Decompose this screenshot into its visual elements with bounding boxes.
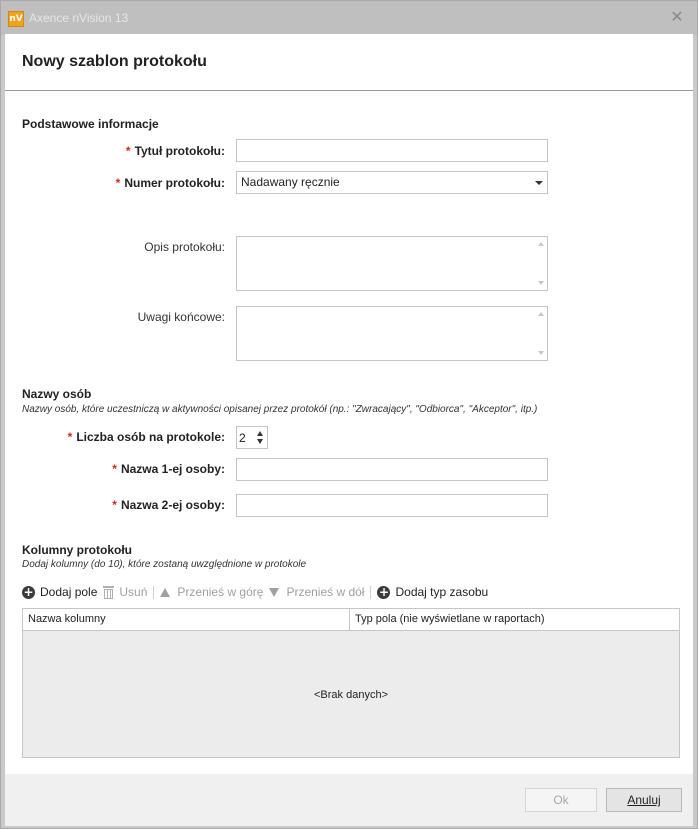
- arrow-up-icon: [160, 588, 170, 597]
- remarks-scrollbar[interactable]: [534, 307, 547, 360]
- protocol-title-label-text: Tytuł protokołu:: [134, 144, 225, 158]
- decrement-arrow-icon[interactable]: [257, 439, 263, 444]
- trash-icon: [103, 586, 114, 599]
- person-count-stepper[interactable]: [236, 426, 268, 449]
- toolbar-divider: [153, 586, 154, 599]
- protocol-number-label: [5, 176, 225, 190]
- protocol-number-select[interactable]: [236, 171, 548, 194]
- add-field-button[interactable]: [22, 585, 97, 599]
- increment-arrow-icon[interactable]: [257, 431, 263, 436]
- section-title-basic-info: Podstawowe informacje: [22, 117, 159, 131]
- close-icon[interactable]: ✕: [670, 7, 684, 26]
- column-header-field-type[interactable]: Typ pola (nie wyświetlane w raportach): [355, 613, 545, 625]
- person2-name-label: [5, 498, 225, 512]
- scroll-up-arrow-icon[interactable]: [538, 312, 544, 316]
- protocol-description-textarea[interactable]: [236, 236, 548, 291]
- add-resource-type-button[interactable]: [377, 585, 488, 599]
- protocol-description-label: Opis protokołu:: [144, 240, 225, 254]
- move-up-label: Przenieś w górę: [177, 585, 264, 599]
- ok-button[interactable]: Ok: [525, 788, 597, 812]
- columns-toolbar: [22, 582, 494, 602]
- protocol-number-label-text: Numer protokołu:: [124, 176, 225, 190]
- dialog-footer: [5, 774, 693, 826]
- person-count-label: [5, 430, 225, 444]
- move-down-label: Przenieś w dół: [286, 585, 365, 599]
- scroll-up-arrow-icon[interactable]: [538, 242, 544, 246]
- required-mark: *: [112, 498, 117, 512]
- protocol-title-input[interactable]: [236, 139, 548, 162]
- remove-label: Usuń: [119, 585, 148, 599]
- required-mark: *: [115, 176, 121, 190]
- section-title-person-names: Nazwy osób: [22, 387, 92, 401]
- final-remarks-label: Uwagi końcowe:: [137, 310, 225, 324]
- protocol-number-selected-value: Nadawany ręcznie: [241, 175, 340, 189]
- section-title-protocol-columns: Kolumny protokołu: [22, 543, 132, 557]
- section-desc-protocol-columns: Dodaj kolumny (do 10), które zostaną uwzględnione w protokole: [22, 559, 307, 570]
- person2-name-input[interactable]: [236, 494, 548, 517]
- person1-name-label-text: Nazwa 1-ej osoby:: [120, 462, 225, 476]
- scroll-down-arrow-icon[interactable]: [538, 351, 544, 355]
- required-mark: *: [112, 462, 117, 476]
- person1-name-label: [5, 462, 225, 476]
- required-mark: *: [67, 430, 73, 444]
- dialog-header: [5, 34, 693, 91]
- cancel-label: Anuluj: [627, 793, 661, 807]
- dialog-title: Nowy szablon protokołu: [22, 53, 207, 70]
- remove-button[interactable]: [103, 585, 147, 599]
- toolbar-divider: [370, 586, 371, 599]
- scroll-down-arrow-icon[interactable]: [538, 281, 544, 285]
- required-mark: *: [125, 144, 131, 158]
- move-down-button[interactable]: [269, 585, 364, 599]
- protocol-title-label: [5, 144, 225, 158]
- move-up-button[interactable]: [160, 585, 263, 599]
- window-title: Axence nVision 13: [29, 11, 129, 25]
- final-remarks-textarea[interactable]: [236, 306, 548, 361]
- section-desc-person-names: Nazwy osób, które uczestniczą w aktywności opisanej przez protokół (np.: "Zwracający", "Odbiorca", "Akceptor", itp.): [22, 404, 538, 415]
- arrow-down-icon: [269, 588, 279, 597]
- plus-circle-icon: +: [23, 584, 34, 599]
- add-resource-type-label: Dodaj typ zasobu: [395, 585, 489, 599]
- grid-header: [23, 609, 679, 631]
- add-field-label: Dodaj pole: [40, 585, 98, 599]
- person-count-label-text: Liczba osób na protokole:: [76, 430, 225, 444]
- nvision-app-icon: nV: [8, 11, 24, 27]
- grid-empty-placeholder: <Brak danych>: [314, 689, 388, 701]
- person1-name-input[interactable]: [236, 458, 548, 481]
- person2-name-label-text: Nazwa 2-ej osoby:: [120, 498, 225, 512]
- title-bar: [1, 1, 697, 35]
- plus-circle-icon: +: [378, 584, 390, 599]
- description-scrollbar[interactable]: [534, 237, 547, 290]
- person-count-value: 2: [239, 431, 246, 445]
- columns-grid[interactable]: [22, 608, 680, 758]
- cancel-button[interactable]: [606, 788, 682, 812]
- chevron-down-icon: [535, 181, 543, 185]
- column-header-name[interactable]: Nazwa kolumny: [23, 609, 350, 630]
